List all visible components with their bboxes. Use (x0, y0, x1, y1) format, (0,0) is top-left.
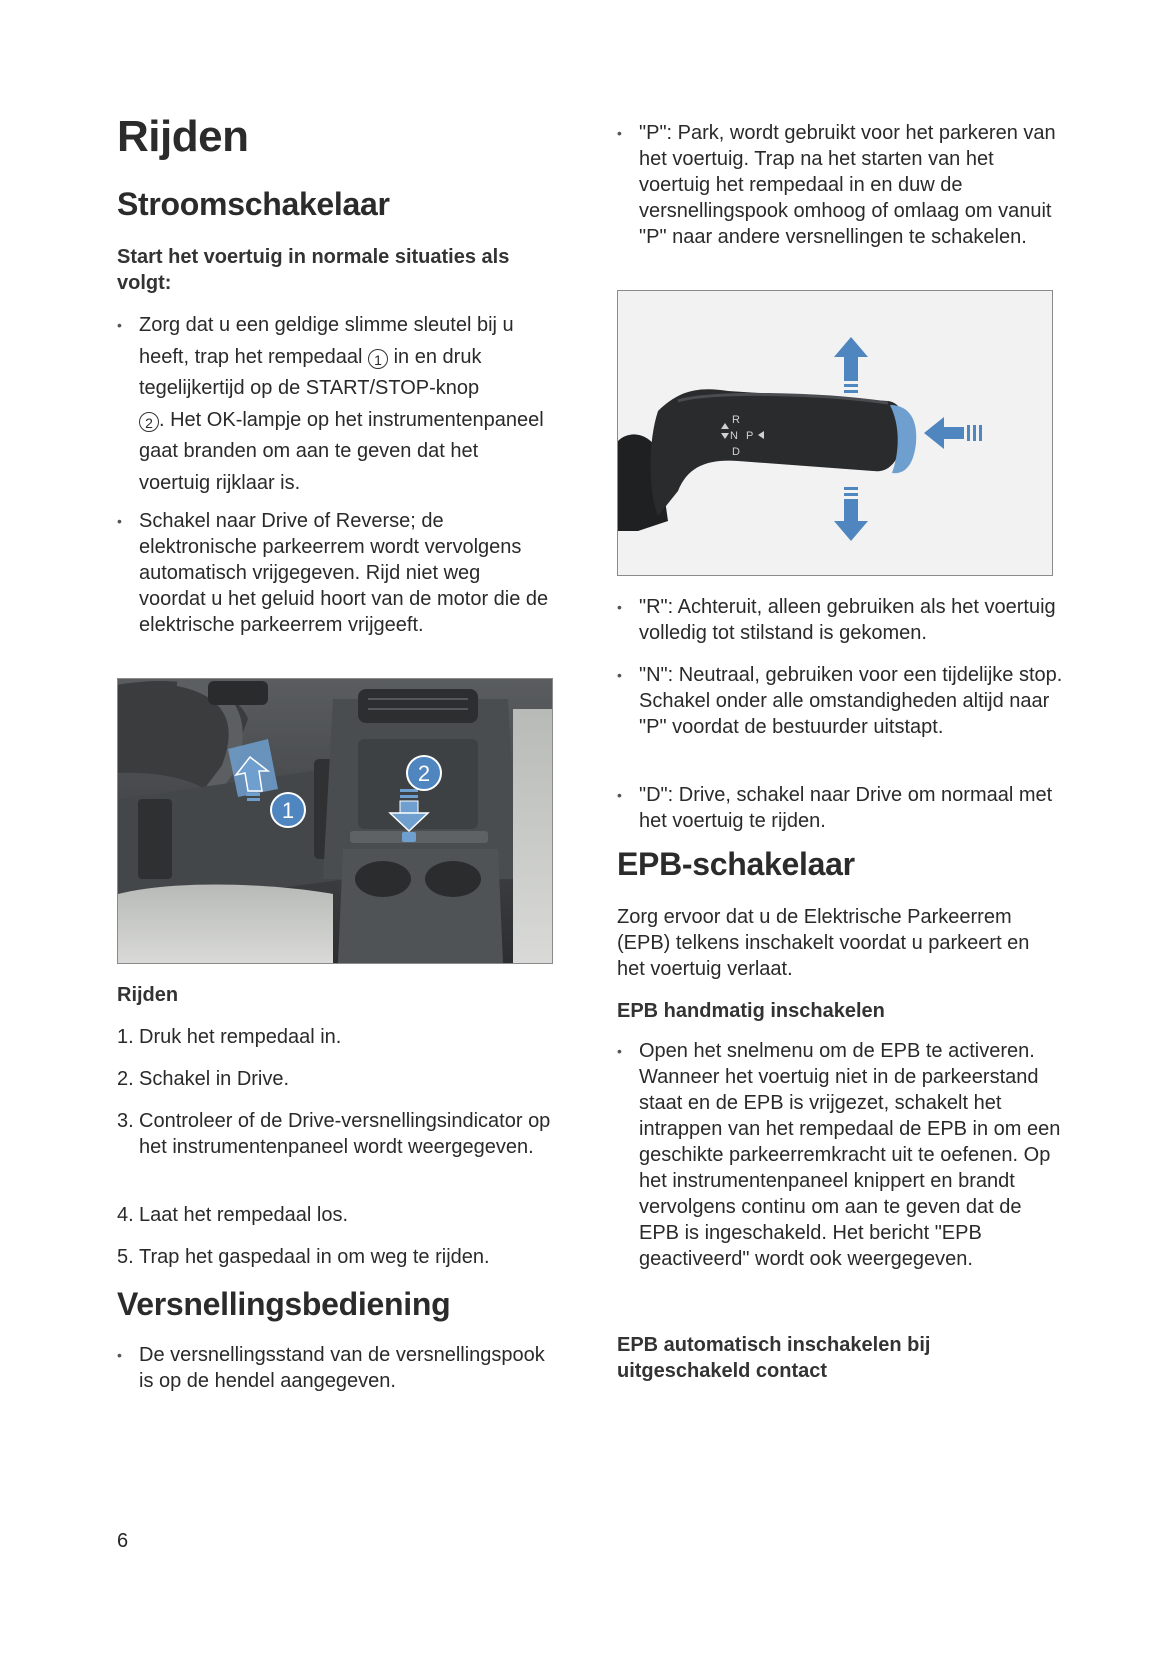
step-1-number: 1. (117, 1026, 134, 1048)
gear-label-d: D (732, 446, 740, 458)
heading-rijden-steps: Rijden (117, 984, 179, 1006)
step-3-number: 3. (117, 1110, 134, 1132)
bullet-smart-key-text-2: in en druk tegelijkertijd op de START/STOP-knop (139, 345, 482, 399)
step-5-number: 5. (117, 1246, 134, 1268)
step-3-text: Controleer of de Drive-versnellingsindicator op het instrumentenpaneel wordt weergegeven. (139, 1110, 551, 1158)
marker-1: 1 (368, 349, 388, 369)
heading-epb: EPB-schakelaar (617, 846, 855, 882)
gear-label-n: N (730, 430, 738, 442)
heading-stroomschakelaar: Stroomschakelaar (117, 186, 390, 222)
interior-illustration (118, 679, 552, 963)
bullet-gear-position: • De versnellingsstand van de versnellingspook is op de hendel aangegeven. (117, 1342, 549, 1394)
step-3 (117, 1108, 559, 1160)
bullet-park: • "P": Park, wordt gebruikt voor het parkeren van het voertuig. Trap na het starten van het voertuig het rempedaal in en duw de versnellingspook omhoog of omlaag om vanuit "P" naar andere versnellingen te schakelen. (617, 120, 1067, 250)
start-stop-button (402, 832, 416, 842)
heading-epb-manual: EPB handmatig inschakelen (617, 1000, 885, 1022)
gear-label-r: R (732, 414, 740, 426)
step-4-number: 4. (117, 1204, 134, 1226)
step-2-number: 2. (117, 1068, 134, 1090)
air-vent (358, 689, 478, 723)
bullet-reverse: • "R": Achteruit, alleen gebruiken als het voertuig volledig tot stilstand is gekomen. (617, 594, 1067, 646)
gear-stalk-illustration (618, 291, 1052, 575)
step-1-text: Druk het rempedaal in. (139, 1026, 342, 1048)
step-5 (117, 1244, 559, 1270)
bullet-epb-manual: • Open het snelmenu om de EPB te activeren. Wanneer het voertuig niet in de parkeerstand staat en de EPB is vrijgezet, schakelt het intrappen van het rempedaal de EPB in om een geschikte parkeerremkracht uit te oefenen. Op het instrumentenpaneel knippert en brandt vervolgens continu om aan te geven dat de EPB is ingeschakeld. Het bericht "EPB geactiveerd" wordt ook weergegeven. (617, 1038, 1067, 1272)
step-2-text: Schakel in Drive. (139, 1068, 290, 1090)
bullet-drive-reverse: • Schakel naar Drive of Reverse; de elektronische parkeerrem wordt vervolgens automatisch vrijgegeven. Rijd niet weg voordat u het geluid hoort van de motor die de elektrische parkeerrem vrijgeeft. (117, 508, 549, 638)
gear-label-p: P (746, 430, 754, 442)
step-4-text: Laat het rempedaal los. (139, 1204, 349, 1226)
bullet-smart-key (117, 310, 549, 499)
bullet-drive: • "D": Drive, schakel naar Drive om normaal met het voertuig te rijden. (617, 782, 1067, 834)
step-1 (117, 1024, 559, 1050)
step-4 (117, 1202, 559, 1228)
marker-2: 2 (139, 412, 159, 432)
epb-intro: Zorg ervoor dat u de Elektrische Parkeerrem (EPB) telkens inschakelt voordat u parkeert en het voertuig verlaat. (617, 906, 1030, 980)
step-5-text: Trap het gaspedaal in om weg te rijden. (139, 1246, 490, 1268)
intro-start-vehicle: Start het voertuig in normale situaties als volgt: (117, 246, 510, 294)
callout-2-label: 2 (417, 761, 431, 786)
callout-1-label: 1 (281, 798, 295, 823)
heading-epb-auto: EPB automatisch inschakelen bij uitgeschakeld contact (617, 1334, 931, 1382)
callout-1 (271, 793, 305, 827)
figure-gear-stalk (617, 290, 1053, 576)
figure-interior (117, 678, 553, 964)
step-2 (117, 1066, 559, 1092)
button-strip (350, 831, 488, 843)
page-title: Rijden (117, 112, 249, 161)
bullet-smart-key-text-1: Zorg dat u een geldige slimme sleutel bij u heeft, trap het rempedaal (139, 314, 514, 368)
bullet-neutral: • "N": Neutraal, gebruiken voor een tijdelijke stop. Schakel onder alle omstandigheden altijd naar "P" voordat de bestuurder uitstapt. (617, 662, 1067, 740)
driver-seat (118, 885, 333, 963)
bullet-smart-key-text-3: . Het OK-lampje op het instrumentenpaneel gaat branden om aan te geven dat het voertuig rijklaar is. (139, 408, 544, 494)
page-number: 6 (117, 1530, 129, 1552)
passenger-seat (513, 709, 552, 963)
callout-2 (407, 756, 441, 790)
heading-versnellingsbediening: Versnellingsbediening (117, 1286, 451, 1322)
